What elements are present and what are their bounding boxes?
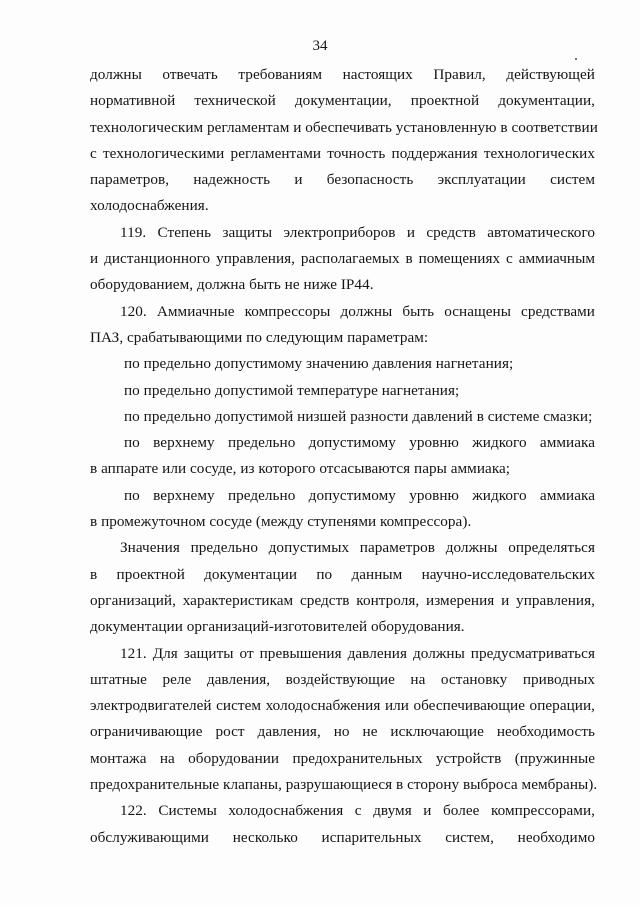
scan-speck: [575, 58, 577, 60]
text-line: должны отвечать требованиям настоящих Правил, действующей: [90, 66, 595, 83]
list-item: по предельно допустимой низшей разности давлений в системе смазки;: [124, 407, 593, 425]
list-item: по верхнему предельно допустимому уровню жидкого аммиака: [124, 434, 595, 452]
text-line: штатные реле давления, воздействующие на остановку приводных: [90, 670, 595, 688]
paragraph-122-start: 122. Системы холодоснабжения с двумя и более компрессорами,: [120, 802, 595, 820]
text-line: с технологическими регламентами точность поддержания технологических: [90, 144, 595, 162]
paragraph-values-start: Значения предельно допустимых параметров должны определяться: [120, 539, 595, 557]
list-item: по верхнему предельно допустимому уровню жидкого аммиака: [124, 486, 595, 504]
paragraph-119-start: 119. Степень защиты электроприборов и средств автоматического: [120, 223, 595, 241]
text-line: организаций, характеристикам средств контроля, измерения и управления,: [90, 591, 595, 609]
text-line: и дистанционного управления, располагаемых в помещениях с аммиачным: [90, 250, 595, 268]
text-line: обслуживающими несколько испарительных систем, необходимо: [90, 828, 595, 846]
text-line: в промежуточном сосуде (между ступенями компрессора).: [90, 513, 472, 531]
text-line: оборудованием, должна быть не ниже IP44.: [90, 276, 374, 294]
text-line: ПАЗ, срабатывающими по следующим параметрам:: [90, 328, 429, 346]
text-line: в аппарате или сосуде, из которого отсасываются пары аммиака;: [90, 460, 511, 478]
list-item: по предельно допустимой температуре нагнетания;: [124, 381, 460, 399]
list-item: по предельно допустимому значению давления нагнетания;: [124, 355, 514, 373]
text-line: технологическим регламентам и обеспечивать установленную в соответствии: [90, 118, 598, 136]
body-text: [90, 62, 598, 851]
paragraph-121-start: 121. Для защиты от превышения давления должны предусматриваться: [120, 644, 595, 662]
text-line: параметров, надежность и безопасность эксплуатации систем: [90, 171, 595, 189]
text-line: холодоснабжения.: [90, 197, 209, 215]
text-line: предохранительные клапаны, разрушающиеся в сторону выброса мембраны).: [90, 776, 598, 794]
text-line: в проектной документации по данным научно-исследовательских: [90, 565, 595, 583]
text-line: документации организаций-изготовителей оборудования.: [90, 618, 465, 636]
paragraph-120-start: 120. Аммиачные компрессоры должны быть оснащены средствами: [120, 302, 595, 320]
text-line: ограничивающие рост давления, но не исключающие необходимость: [90, 723, 595, 741]
text-line: электродвигателей систем холодоснабжения или обеспечивающие операции,: [90, 697, 595, 715]
page-number: 34: [312, 38, 328, 54]
text-line: монтажа на оборудовании предохранительных устройств (пружинные: [90, 749, 595, 767]
text-line: нормативной технической документации, проектной документации,: [90, 92, 595, 110]
